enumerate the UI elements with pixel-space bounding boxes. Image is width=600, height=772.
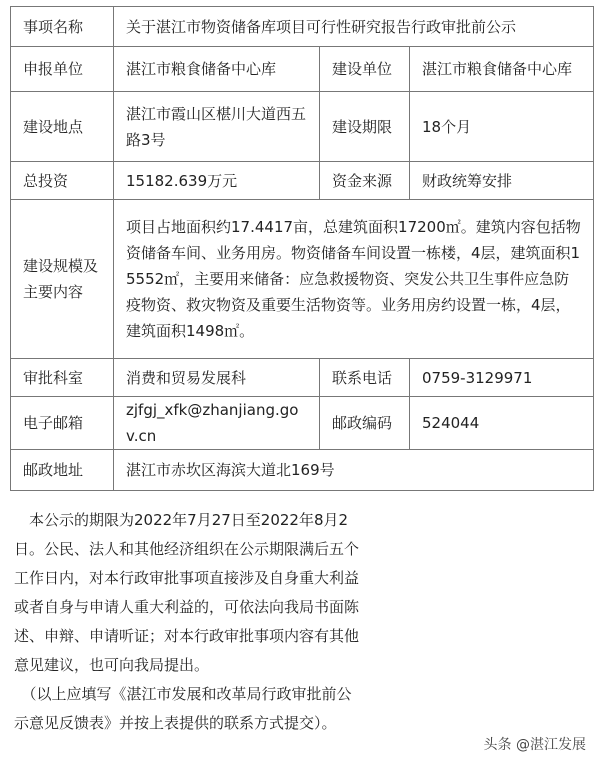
approval-info-table [10, 6, 594, 491]
investment-value: 15182.639万元 [114, 162, 320, 200]
scale-label: 建设规模及主要内容 [11, 200, 114, 359]
row-location [11, 92, 594, 162]
period-value: 18个月 [410, 92, 594, 162]
row-applicant [11, 47, 594, 92]
row-project-name [11, 7, 594, 47]
scale-value: 项目占地面积约17.4417亩，总建筑面积17200㎡。建筑内容包括物资储备车间、业务用房。物资储备车间设置一栋楼，4层，建筑面积15552㎡，主要用来储备：应急救援物资、突发公共卫生事件应急防疫物资、救灾物资及重要生活物资等。业务用房约设置一栋，4层，建筑面积1498㎡。 [114, 200, 594, 359]
address-label: 邮政地址 [11, 450, 114, 491]
row-address [11, 450, 594, 491]
email-value: zjfgj_xfk@zhanjiang.gov.cn [114, 397, 320, 450]
phone-label: 联系电话 [320, 359, 410, 397]
investment-label: 总投资 [11, 162, 114, 200]
row-investment [11, 162, 594, 200]
funding-label: 资金来源 [320, 162, 410, 200]
applicant-value: 湛江市粮食储备中心库 [114, 47, 320, 92]
builder-value: 湛江市粮食储备中心库 [410, 47, 594, 92]
project-name-value: 关于湛江市物资储备库项目可行性研究报告行政审批前公示 [114, 7, 594, 47]
notice-text [14, 506, 360, 738]
applicant-label: 申报单位 [11, 47, 114, 92]
row-email [11, 397, 594, 450]
dept-label: 审批科室 [11, 359, 114, 397]
notice-paragraph: 本公示的期限为2022年7月27日至2022年8月2日。公民、法人和其他经济组织在公示期限满后五个工作日内，对本行政审批事项直接涉及自身重大利益或者自身与申请人重大利益的，可依法向我局书面陈述、申辩、申请听证；对本行政审批事项内容有其他意见建议，也可向我局提出。 [14, 511, 360, 674]
address-value: 湛江市赤坎区海滨大道北169号 [114, 450, 594, 491]
email-label: 电子邮箱 [11, 397, 114, 450]
phone-value: 0759-3129971 [410, 359, 594, 397]
source-watermark: 头条 @湛江发展 [483, 737, 586, 753]
row-dept [11, 359, 594, 397]
builder-label: 建设单位 [320, 47, 410, 92]
row-scale [11, 200, 594, 359]
period-label: 建设期限 [320, 92, 410, 162]
project-name-label: 事项名称 [11, 7, 114, 47]
dept-value: 消费和贸易发展科 [114, 359, 320, 397]
notice-note: （以上应填写《湛江市发展和改革局行政审批前公示意见反馈表》并按上表提供的联系方式提交）。 [14, 685, 352, 732]
location-label: 建设地点 [11, 92, 114, 162]
location-value: 湛江市霞山区椹川大道西五路3号 [114, 92, 320, 162]
funding-value: 财政统筹安排 [410, 162, 594, 200]
postcode-label: 邮政编码 [320, 397, 410, 450]
postcode-value: 524044 [410, 397, 594, 450]
